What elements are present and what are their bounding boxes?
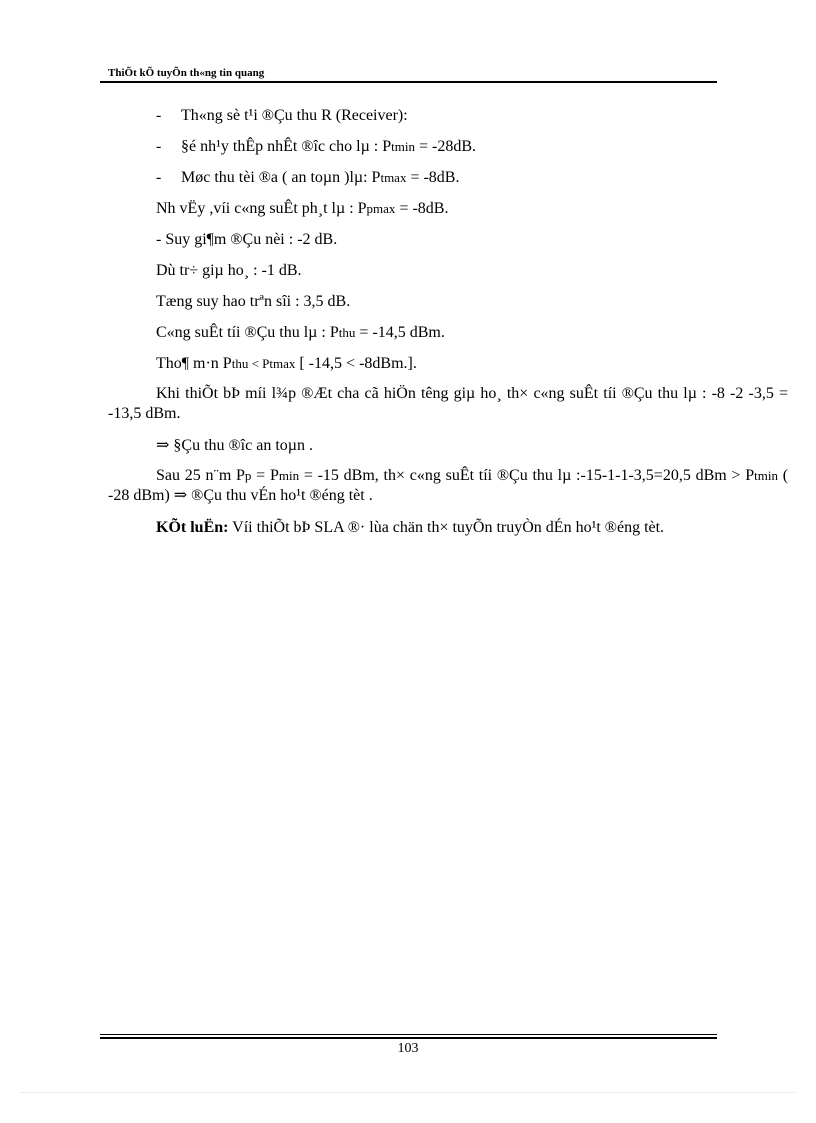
power-value: = -8dB. (395, 200, 449, 217)
condition-subscript-tmax: tmax (269, 356, 296, 371)
sensitivity-text: §é nh¹y thÊp nhÊt ®îc cho lµ : P (181, 138, 392, 155)
after-text-a: Sau 25 n¨m P (156, 467, 245, 484)
power-line (108, 193, 788, 224)
list-item (108, 131, 788, 162)
bullet-dash: - (156, 169, 162, 186)
bullet-dash: - (156, 138, 162, 155)
overload-text: Møc thu tèi ®a ( an toµn )lµ: P (181, 169, 381, 186)
condition-text: Tho¶ m·n P (156, 355, 232, 372)
condition-value: [ -14,5 < -8dBm.]. (295, 355, 417, 372)
received-value: = -14,5 dBm. (355, 324, 445, 341)
after-25-years-paragraph (108, 466, 788, 506)
connector-loss-line: - Suy gi¶m ®Çu nèi : -2 dB. (156, 231, 338, 248)
overload-value: = -8dB. (406, 169, 460, 186)
list-item (108, 100, 788, 131)
after-text-c: = -15 dBm, th× c«ng suÊt tíi ®Çu thu lµ :-15-1-1-3,5=20,5 dBm > P (299, 467, 755, 484)
safe-line: ⇒ §Çu thu ®îc an toµn . (156, 437, 313, 454)
document-body (108, 100, 788, 543)
receiver-params-text: Th«ng sè t¹i ®Çu thu R (Receiver): (181, 107, 408, 124)
received-text: C«ng suÊt tíi ®Çu thu lµ : P (156, 324, 339, 341)
header-title: ThiÕt kÕ tuyÕn th«ng tin quang (108, 67, 265, 79)
footer-rule-thick (100, 1037, 717, 1039)
after-text-d: ( -28 dBm) ⇒ ®Çu thu vÉn ho¹t ®éng tèt . (108, 467, 789, 504)
condition-subscript-thu: thu (231, 356, 249, 371)
power-subscript: pmax (366, 201, 396, 216)
conclusion-text: Víi thiÕt bÞ SLA ®· lùa chän th× tuyÕn truyÒn dÉn ho¹t ®éng tèt. (228, 519, 665, 536)
new-device-paragraph: Khi thiÕt bÞ míi l¾p ®Æt cha cã hiÖn têng giµ ho¸ th× c«ng suÊt tíi ®Çu thu lµ : -8 -2 -3,5 = -13,5 dBm. (108, 385, 788, 422)
received-power-line (108, 317, 788, 348)
page-number: 103 (397, 1041, 419, 1056)
footer-rule-thin (100, 1034, 717, 1035)
condition-comparator: < P (248, 356, 270, 371)
after-subscript-p: p (244, 468, 252, 483)
aging-margin-line: Dù tr÷ giµ ho¸ : -1 dB. (156, 262, 302, 279)
overload-subscript: tmax (380, 170, 407, 185)
after-subscript-tmin: tmin (754, 468, 778, 483)
page-edge (20, 1092, 796, 1093)
fiber-loss-line: Tæng suy hao trªn sîi : 3,5 dB. (156, 293, 351, 310)
conclusion-line (108, 512, 788, 543)
condition-line (108, 348, 788, 379)
page-header (100, 66, 717, 83)
after-subscript-min: min (278, 468, 300, 483)
conclusion-label: KÕt luËn: (156, 519, 229, 536)
sensitivity-value: = -28dB. (415, 138, 477, 155)
received-subscript: thu (338, 325, 356, 340)
bullet-dash: - (156, 107, 162, 124)
list-item (108, 162, 788, 193)
after-text-b: = P (251, 467, 279, 484)
sensitivity-subscript: tmin (391, 139, 415, 154)
power-text: Nh vËy ,víi c«ng suÊt ph¸t lµ : P (156, 200, 367, 217)
